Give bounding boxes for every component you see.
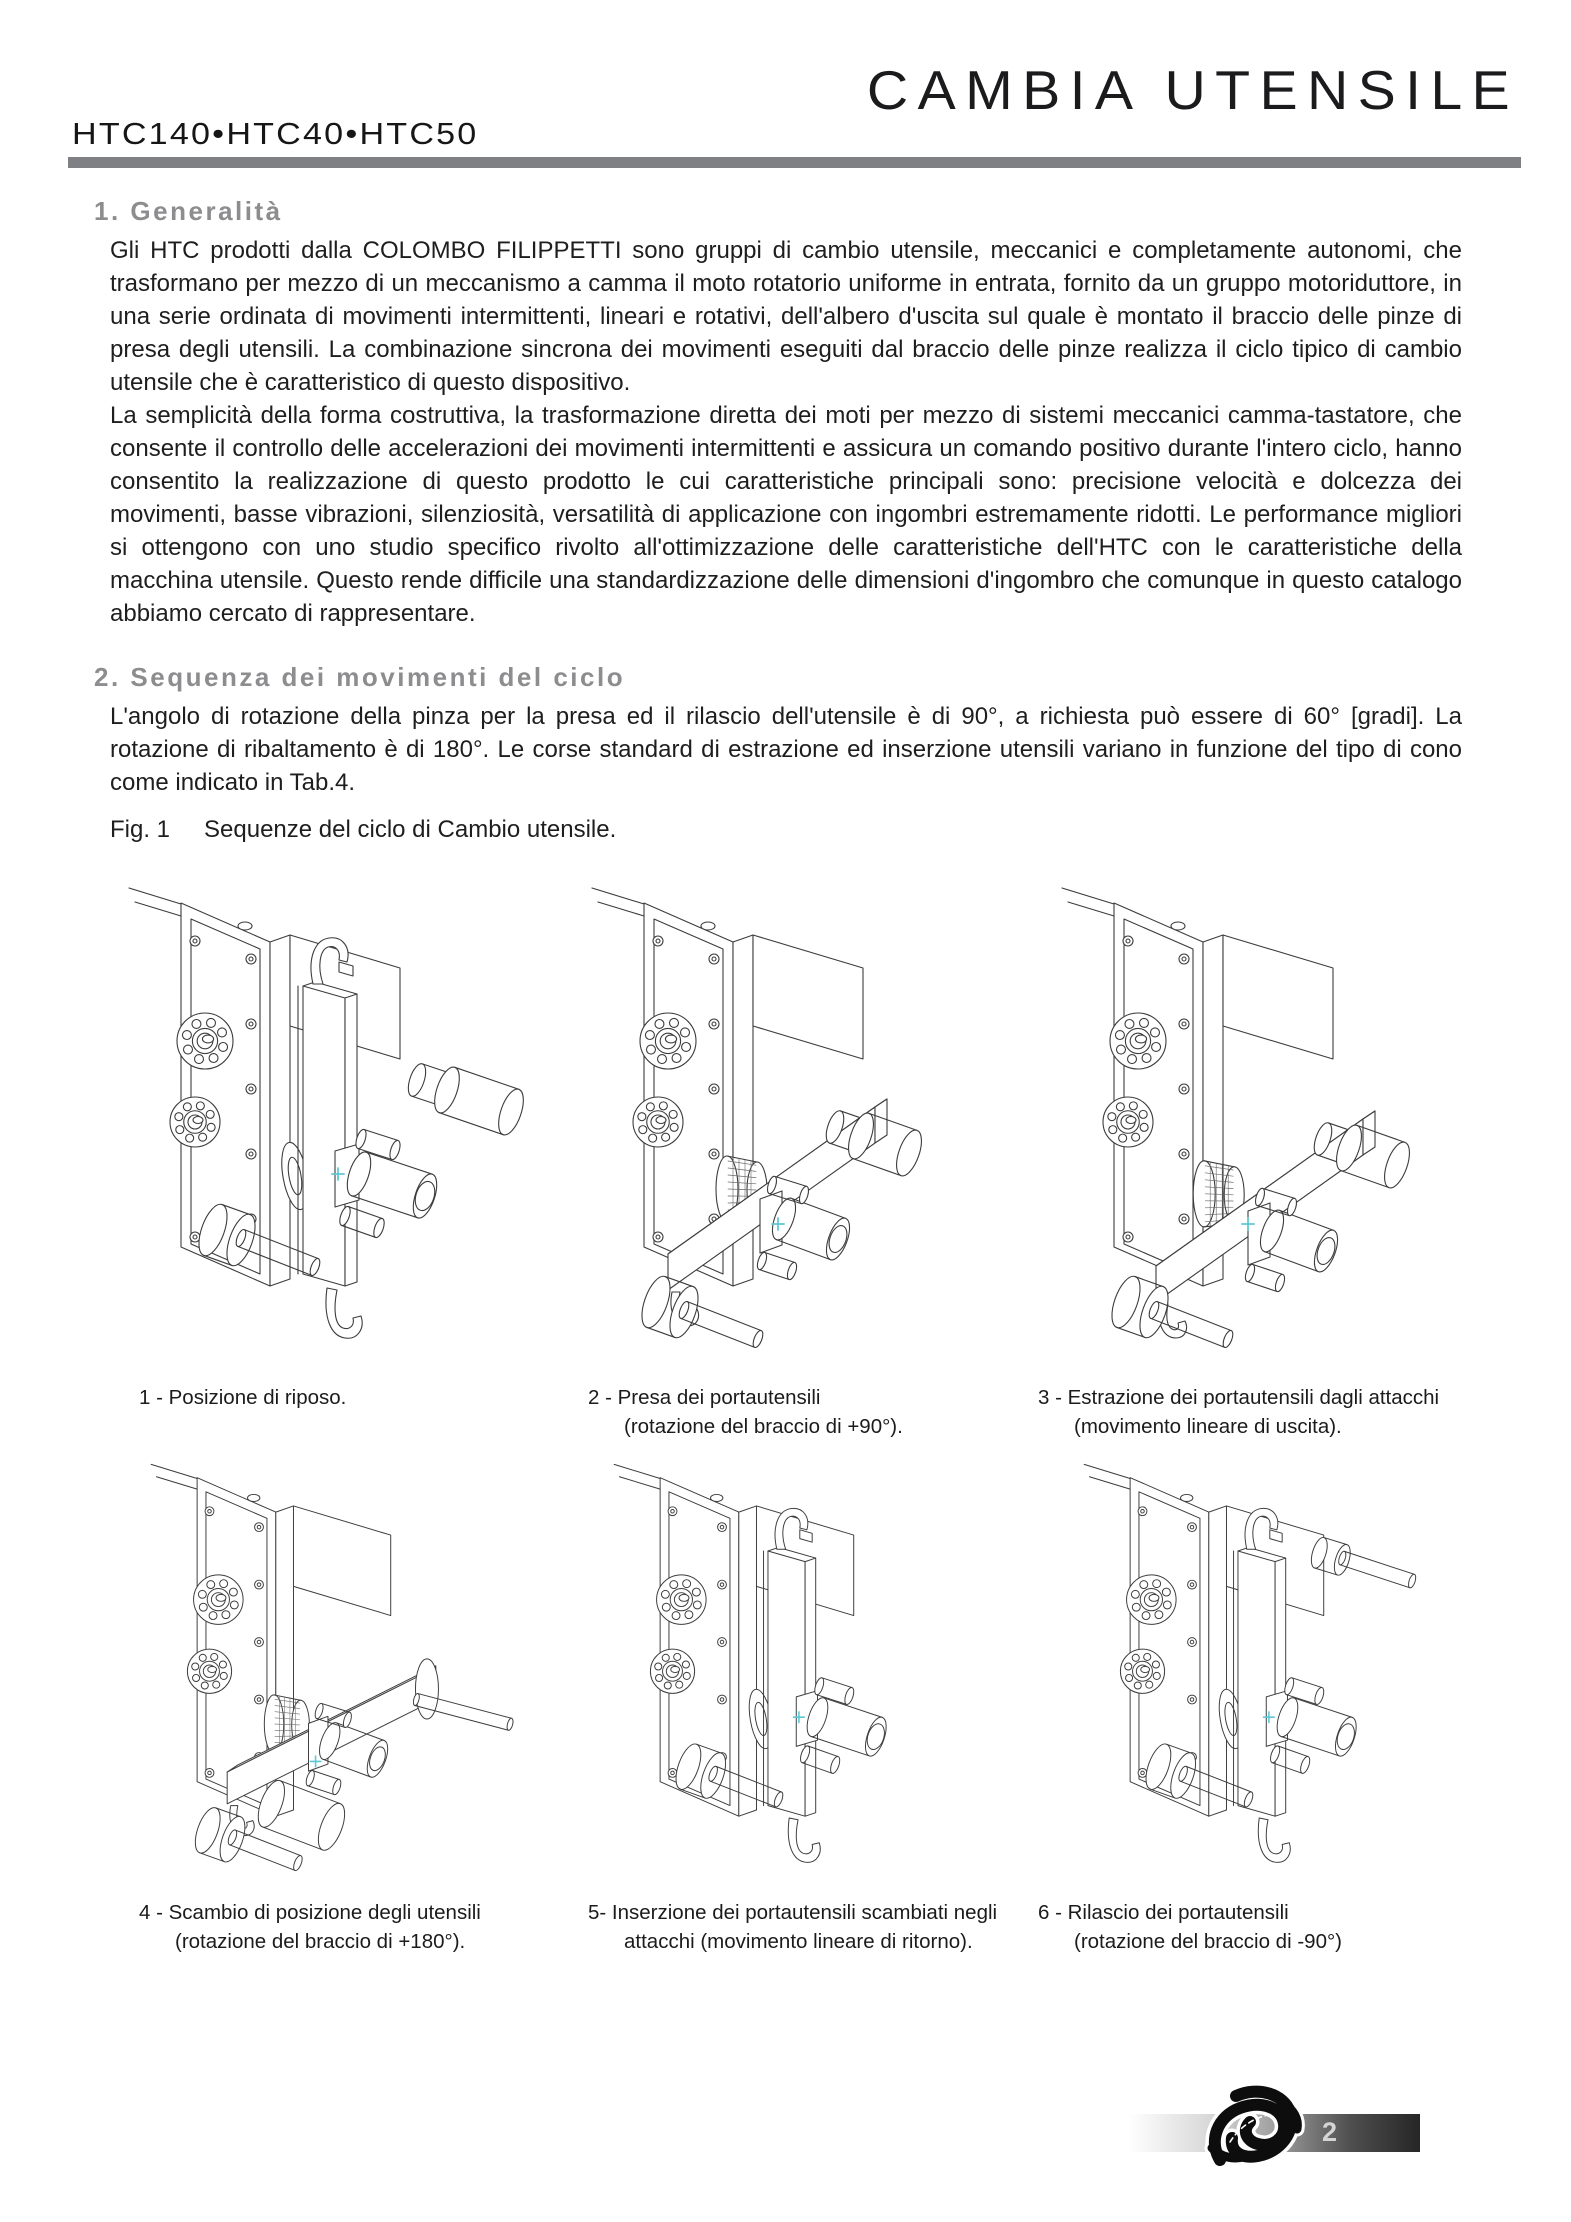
figure-1-title: [110, 816, 616, 844]
figure-panel-2: [558, 874, 1018, 1441]
figure-row-1: [95, 874, 1525, 1454]
page-number: 2: [1322, 2117, 1338, 2147]
section-generalita: [94, 194, 1462, 630]
figure-panel-caption-2: [558, 1383, 1018, 1441]
section-2-title: Sequenza dei movimenti del ciclo: [130, 662, 626, 692]
figure-row-2: [95, 1452, 1525, 1968]
section-2-number: 2.: [94, 662, 121, 692]
colombo-filippetti-logo: [1200, 2080, 1318, 2184]
figure-panel-caption-line2: (rotazione del braccio di +180°).: [175, 1930, 466, 1953]
figure-panel-caption-1: [95, 1383, 555, 1412]
figure-1-caption: Sequenze del ciclo di Cambio utensile.: [204, 816, 617, 843]
header-rule: [68, 157, 1521, 168]
figure-panel-caption-line2: (rotazione del braccio di +90°).: [624, 1415, 903, 1438]
figure-panel-caption-line1: 5- Inserzione dei portautensili scambiati negli: [588, 1901, 998, 1924]
figure-panel-caption-4: [95, 1898, 555, 1956]
figure-panel-caption-line2: (movimento lineare di uscita).: [1074, 1415, 1342, 1438]
section-1-heading: [94, 194, 1462, 228]
figure-panel-3: [1028, 874, 1488, 1441]
figure-panel-1: [95, 874, 555, 1412]
figure-panel-5: [558, 1452, 1018, 1956]
machine-drawing-1: [95, 874, 545, 1379]
figure-panel-caption-line1: 4 - Scambio di posizione degli utensili: [139, 1901, 481, 1924]
section-1-title: Generalità: [130, 196, 283, 226]
figure-1-label: Fig. 1: [110, 816, 171, 843]
figure-panel-caption-line2: attacchi (movimento lineare di ritorno).: [624, 1930, 973, 1953]
figure-panel-caption-line1: 6 - Rilascio dei portautensili: [1038, 1901, 1289, 1924]
machine-drawing-4: [95, 1452, 545, 1894]
section-1-paragraph-1: Gli HTC prodotti dalla COLOMBO FILIPPETTI sono gruppi di cambio utensile, meccanici e completamente autonomi, che trasformano per mezzo di un meccanismo a camma il moto rotatorio uniforme in entrata, fornito da un gruppo motoriduttore, in una serie ordinata di movimenti intermittenti, lineari e rotativi, dell'albero d'uscita sul quale è montato il braccio delle pinze di presa degli utensili. La combinazione sincrona dei movimenti eseguiti dal braccio delle pinze realizza il ciclo tipico di cambio utensile che è caratteristico di questo dispositivo.: [110, 237, 1462, 396]
figure-panel-caption-line2: (rotazione del braccio di -90°): [1074, 1930, 1342, 1953]
figure-panel-caption-line1: 3 - Estrazione dei portautensili dagli attacchi: [1038, 1386, 1440, 1409]
machine-drawing-5: [558, 1452, 1008, 1894]
section-2-paragraph-1: L'angolo di rotazione della pinza per la presa ed il rilascio dell'utensile è di 90°, a richiesta può essere di 60° [gradi]. La rotazione di ribaltamento è di 180°. Le corse standard di estrazione ed inserzione utensili variano in funzione del tipo di cono come indicato in Tab.4.: [110, 703, 1462, 796]
figure-panel-caption-3: [1028, 1383, 1488, 1441]
figure-panel-caption-line1: 1 - Posizione di riposo.: [139, 1386, 347, 1409]
figure-panel-caption-5: [558, 1898, 1018, 1956]
machine-drawing-2: [558, 874, 1008, 1379]
figure-panel-6: [1028, 1452, 1488, 1956]
machine-drawing-3: [1028, 874, 1478, 1379]
page-title: CAMBIA UTENSILE: [866, 59, 1519, 121]
machine-drawing-6: [1028, 1452, 1478, 1894]
section-1-number: 1.: [94, 196, 121, 226]
figure-panel-4: [95, 1452, 555, 1956]
section-1-paragraph-2: La semplicità della forma costruttiva, la trasformazione diretta dei moti per mezzo di sistemi meccanici camma-tastatore, che consente il controllo delle accelerazioni dei movimenti intermittenti e assicura un comando positivo durante l'intero ciclo, hanno consentito la realizzazione di questo prodotto le cui caratteristiche principali sono: precisione velocità e dolcezza dei movimenti, basse vibrazioni, silenziosità, versatilità di applicazione con ingombri estremamente ridotti. Le performance migliori si ottengono con uno studio specifico rivolto all'ottimizzazione delle caratteristiche dell'HTC con le caratteristiche della macchina utensile. Questo rende difficile una standardizzazione delle dimensioni d'ingombro che comunque in questo catalogo abbiamo cercato di rappresentare.: [110, 402, 1462, 627]
figure-panel-caption-6: [1028, 1898, 1488, 1956]
section-sequenza: [94, 660, 1462, 799]
model-codes: HTC140•HTC40•HTC50: [72, 116, 479, 151]
figure-panel-caption-line1: 2 - Presa dei portautensili: [588, 1386, 821, 1409]
section-2-heading: [94, 660, 1462, 694]
